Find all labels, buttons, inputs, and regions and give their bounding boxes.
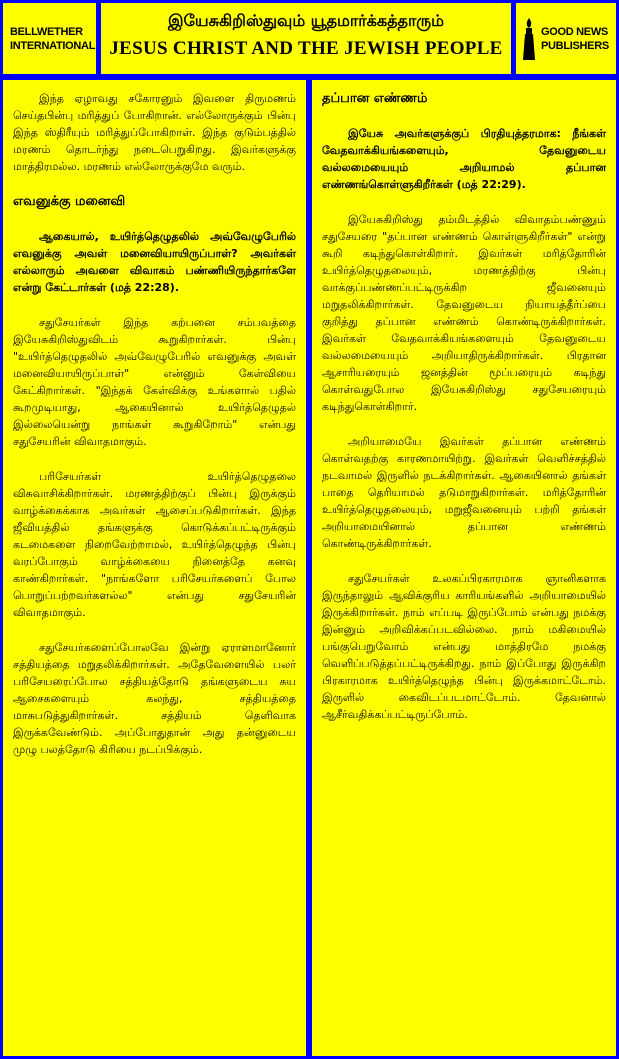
right-column [312, 80, 616, 1056]
right-paragraph-2: அறியாமையே இவர்கள் தப்பான எண்ணம் கொள்வதற்கு காரணமாயிற்று. இவர்கள் வெளிச்சத்தில் நடவாமல் இருளில் நடக்கிறார்கள். ஆகையினால் தங்கள் பாதை தெரியாமல் தடுமாறுகிறார்கள். மரித்தோரின் உயிர்த்தெழுதலையும், மறுஜீவனையும் பற்றி தங்கள் அறியாமையினால் தப்பான எண்ணம் கொண்டிருக்கிறார்கள். [322, 435, 606, 550]
left-paragraph-4: சதுசேயர்களைப்போலவே இன்று ஏராளமானோர் சத்தியத்தை மறுதலிக்கிறார்கள். அதேவேளையில் பலர் பரிசேயரைப்போல சத்தியத்தோடு தங்களுடைய சுய ஆசைகளையும் கலந்து, சத்தியத்தை மாசுபடுத்துகிறார்கள். சத்தியம் தெளிவாக இருக்கவேண்டும். அப்போதுதான் அது தன்னுடைய முழு பலத்தோடு கிரியை நடப்பிக்கும். [13, 641, 296, 756]
title-english: JESUS CHRIST AND THE JEWISH PEOPLE [109, 38, 503, 59]
left-paragraph-2: சதுசேயர்கள் இந்த கற்பனை சம்பவத்தை இயேசுகிறிஸ்துவிடம் கூறுகிறார்கள். பின்பு "உயிர்த்தெழுதலில் அவ்வேழுபேரில் எவனுக்கு அவள் மனைவியாயிருப்பாள்" என்னும் கேள்வியை கேட்கிறார்கள். "இந்தக் கேள்விக்கு உங்களால் பதில் கூறமுடியாது, ஆகையினால் உயிர்த்தெழுதல் இல்லையென்று நாங்கள் கூறுகிறோம்" என்பது சதுசேயரின் விவாதமாகும். [13, 316, 296, 448]
good-news-logo [516, 3, 616, 74]
bellwether-logo [3, 3, 96, 74]
left-logo-line1: BELLWETHER [10, 25, 83, 38]
right-heading: தப்பான எண்ணம் [322, 91, 428, 106]
torch-figure-icon [520, 16, 538, 62]
left-paragraph-1: இந்த ஏழாவது சகோரனும் இவளை திருமணம் செய்தபின்பு மரித்துப் போகிறான். எல்லோருக்கும் பின்பு இந்த ஸ்திரீயும் மரித்துப்போகிறாள். இந்த குடும்பத்தில் மரணம் தொடர்ந்து நடைபெறுகிறது. இவர்களுக்கு மாத்திரமல்ல. மரணம் எல்லோருக்குமே வரும். [13, 92, 296, 173]
right-logo-line2: PUBLISHERS [541, 39, 609, 52]
left-column [3, 80, 306, 1056]
title-banner [101, 3, 511, 74]
right-paragraph-3: சதுசேயர்கள் உலகப்பிரகாரமாக ஞானிகளாக இருந்தாலும் ஆவிக்குரிய காரியங்களில் அறியாமையில் இருக்கிறார்கள். நாம் எப்படி இருப்போம் என்பது நமக்கு இன்னும் அறிவிக்கப்படவில்லை. நாம் மகிமையில் பங்குபெறுவோம் என்பது மாத்திரமே நமக்கு வெளிப்படுத்தப்பட்டிருக்கிறது. நாம் இப்போது இருக்கிற பிரகாரமாக உயிர்த்தெழுந்த பின்பு இருக்கமாட்டோம். இருளில் கைவிடப்படமாட்டோம். தேவனால் ஆசீர்வதிக்கப்பட்டிருப்போம். [322, 572, 606, 721]
left-logo-line2: INTERNATIONAL [10, 39, 96, 52]
right-logo-line1: GOOD NEWS [541, 25, 608, 38]
title-tamil: இயேசுகிறிஸ்துவும் யூதமார்க்கத்தாரும் [167, 11, 445, 30]
right-paragraph-1: இயேசுகிறிஸ்து தம்மிடத்தில் விவாதம்பண்ணும் சதுசேயரை "தப்பான எண்ணம் கொள்ளுகிறீர்கள்" என்று கூறி கடிந்துகொள்கிறார். இவர்கள் மரித்தோரின் உயிர்த்தெழுதலையும், மரணத்திற்கு பின்பு வாக்குப்பண்ணப்பட்டிருக்கிற ஜீவனையும் மறுதலிக்கிறார்கள். தேவனுடைய நியாயத்தீர்ப்பை குறித்து தப்பான எண்ணம் கொண்டிருக்கிறார்கள். இவர்கள் வேதவாக்கியங்களையும் தேவனுடைய வல்லமையையும் அறியாதிருக்கிறார்கள். பிரதான ஆசாரியரையும் ஜனத்தின் மூப்பரையும் கடிந்து கொள்வதுபோல இயேசுகிறிஸ்து சதுசேயரையும் கடிந்துகொள்கிறார். [322, 213, 606, 413]
left-heading: எவனுக்கு மனைவி [13, 194, 126, 209]
left-paragraph-3: பரிசேயர்கள் உயிர்த்தெழுதலை விசுவாசிக்கிறார்கள். மரணத்திற்குப் பின்பு இருக்கும் வாழ்க்கைக்காக அவர்கள் ஆசைப்படுகிறார்கள். இந்த ஜீவியத்தில் தங்களுக்கு கொடுக்கப்பட்டிருக்கும் கடமைகளை நிறைவேற்றாமல், உயிர்த்தெழுந்த பின்பு வரப்போகும் வாழ்க்கையை நினைத்தே கனவு காண்கிறார்கள். "நாங்களோ பரிசேயர்களைப் போல பொறுப்பற்றவர்களல்ல" என்பது சதுசேயரின் விவாதமாகும். [13, 470, 296, 619]
left-verse: ஆகையால், உயிர்த்தெழுதலில் அவ்வேழுபேரில் எவனுக்கு அவள் மனைவியாயிருப்பாள்? அவர்கள் எல்லாரும் அவளை விவாகம் பண்ணியிருந்தார்களே என்று கேட்டார்கள் (மத் 22:28). [13, 230, 296, 294]
right-verse: இயேசு அவர்களுக்குப் பிரதியுத்தரமாக: நீங்கள் வேதவாக்கியங்களையும், தேவனுடைய வல்லமையையும் அறியாமல் தப்பான எண்ணங்கொள்ளுகிறீர்கள் (மத் 22:29). [322, 127, 606, 191]
